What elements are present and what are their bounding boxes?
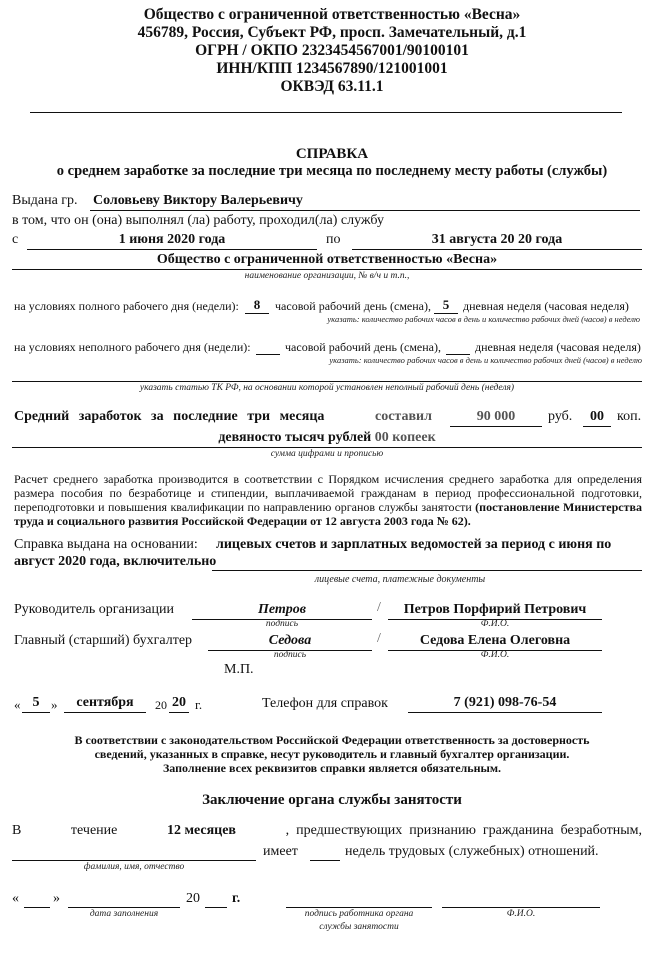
rub-label: руб. (548, 409, 573, 424)
director-fio-caption: Ф.И.О. (480, 619, 510, 629)
full-conditions-caption: указать: количество рабочих часов в день и количество рабочих дней (часов) в неделю (327, 314, 640, 324)
org-ogrn-okpo: ОГРН / ОКПО 2323454567001/90100101 (195, 42, 469, 59)
conclusion-weeks-text: недель трудовых (служебных) отношений. (345, 844, 599, 859)
director-sign-caption: подпись (265, 619, 299, 629)
earnings-words-line (12, 447, 642, 448)
earnings-label: Средний заработок за последние три месяца (14, 409, 325, 424)
legal-note-line-3: Заполнение всех реквизитов справки является обязательным. (162, 761, 502, 775)
conclusion-fio-caption: фамилия, имя, отчество (83, 862, 185, 872)
part-conditions-caption: указать: количество рабочих часов в день и количество рабочих дней (часов) в неделю (329, 355, 642, 365)
to-date-part-b: 20 года (518, 232, 563, 247)
rub-value[interactable]: 90 000 (476, 409, 516, 424)
basis-value-line2[interactable]: август 2020 года, включительно (14, 554, 217, 569)
from-label: с (12, 232, 19, 247)
basis-label: Справка выдана на основании: (14, 537, 198, 552)
conclusion-sign-caption-1: подпись работника органа (304, 909, 414, 919)
issued-name[interactable]: Соловьеву Виктору Валерьевичу (93, 193, 303, 208)
conclusion-date-caption: дата заполнения (89, 909, 159, 919)
kop-value[interactable]: 00 (590, 409, 604, 424)
phone-label: Телефон для справок (262, 696, 388, 711)
accountant-signature[interactable]: Седова (268, 633, 312, 648)
conclusion-sign-caption-2: службы занятости (319, 922, 399, 932)
conclusion-has-label: имеет (263, 844, 298, 859)
basis-caption: лицевые счета, платежные документы (314, 574, 486, 585)
issued-name-line (90, 210, 640, 211)
earnings-words[interactable] (12, 430, 642, 446)
date-year-prefix: 20 (155, 698, 167, 712)
full-days-text: дневная неделя (часовая неделя) (463, 299, 629, 313)
full-time-label: на условиях полного рабочего дня (недели): (14, 299, 239, 313)
conclusion-fio2-line[interactable] (442, 907, 600, 908)
to-date[interactable] (352, 232, 642, 248)
accountant-slash: / (377, 631, 381, 646)
doc-title: СПРАВКА (295, 146, 369, 162)
director-label: Руководитель организации (14, 602, 174, 617)
accountant-label: Главный (старший) бухгалтер (14, 633, 193, 648)
conclusion-month-line[interactable] (68, 907, 180, 908)
earnings-words-rub: девяносто тысяч рублей (218, 430, 372, 445)
date-open-quote: « (14, 697, 21, 712)
article-line[interactable] (12, 381, 642, 382)
conclusion-close-quote: » (53, 891, 60, 906)
conclusion-title: Заключение органа службы занятости (202, 792, 462, 808)
calc-note-text: Расчет среднего заработка производится в соответствии с Порядком исчисления среднего заработка для определения размера пособия по безработице и стипендии, выплачиваемой гражданам в период профессиональной подготовки, переподготовки и повышения квалификации по направлению органов службы занятости (14, 472, 642, 514)
conclusion-fio2-caption: Ф.И.О. (506, 909, 536, 919)
accountant-name[interactable]: Седова Елена Олеговна (419, 633, 571, 648)
calc-note-regulation: (постановление Министерства труда и социального развития Российской Федерации от 12 августа 2003 года № 62). (14, 500, 643, 528)
org-okved: ОКВЭД 63.11.1 (280, 78, 384, 95)
basis-line (212, 570, 642, 571)
date-month-line (64, 712, 146, 713)
date-close-quote: » (51, 697, 58, 712)
full-days-value[interactable]: 5 (442, 297, 450, 312)
date-day[interactable]: 5 (32, 695, 40, 710)
legal-note-line-2: сведений, указанных в справке, несут руководитель и главный бухгалтер организации. (94, 747, 570, 761)
kop-label: коп. (617, 409, 642, 424)
header-divider (30, 112, 622, 113)
conclusion-year-label: г. (232, 891, 241, 906)
conclusion-line-1 (12, 823, 642, 839)
organization-caption: наименование организации, № в/ч и т.п., (244, 271, 410, 281)
date-year-label: г. (195, 697, 203, 712)
from-date[interactable]: 1 июня 2020 года (118, 232, 226, 247)
rub-line (450, 426, 542, 427)
stamp-place: М.П. (224, 662, 254, 677)
conclusion-year-prefix: 20 (186, 891, 200, 906)
org-inn-kpp: ИНН/КПП 1234567890/121001001 (216, 60, 448, 77)
full-hours-value[interactable]: 8 (253, 297, 261, 312)
earnings-words-caption: сумма цифрами и прописью (270, 449, 384, 459)
part-days-text: дневная неделя (часовая неделя) (475, 340, 641, 354)
org-address: 456789, Россия, Субъект РФ, просп. Замечательный, д.1 (137, 24, 527, 41)
organization-value[interactable]: Общество с ограниченной ответственностью «Весна» (156, 252, 498, 267)
conclusion-word-rest: , предшествующих признанию гражданина безработным, (285, 823, 642, 838)
doc-subtitle: о среднем заработке за последние три месяца по последнему месту работы (службы) (56, 163, 608, 179)
organization-line (12, 269, 642, 270)
accountant-sign-caption: подпись (273, 650, 307, 660)
kop-line (583, 426, 611, 427)
conclusion-months: 12 месяцев (166, 823, 236, 838)
accountant-fio-caption: Ф.И.О. (480, 650, 510, 660)
full-hours-line (245, 313, 269, 314)
date-year-line (169, 712, 189, 713)
basis-value-line1[interactable]: лицевых счетов и зарплатных ведомостей за период с июня по (216, 537, 612, 552)
director-signature[interactable]: Петров (257, 602, 307, 617)
earnings-label-tail: составил (375, 409, 432, 424)
conclusion-open-quote: « (12, 891, 19, 906)
date-month[interactable]: сентября (76, 695, 134, 710)
director-name[interactable]: Петров Порфирий Петрович (403, 602, 587, 617)
conclusion-year-line[interactable] (205, 907, 227, 908)
date-year-suffix[interactable]: 20 (172, 695, 186, 710)
date-day-line (22, 712, 50, 713)
conclusion-word-during: течение (70, 823, 118, 838)
conclusion-fio-line[interactable] (12, 860, 256, 861)
to-date-part-a: 31 августа 20 (431, 232, 515, 247)
to-date-line (352, 249, 642, 250)
phone-line (408, 712, 602, 713)
phone-value[interactable]: 7 (921) 098-76-54 (453, 695, 557, 710)
conclusion-sign-line[interactable] (286, 907, 432, 908)
legal-note-line-1: В соответствии с законодательством Российской Федерации ответственность за достоверность (74, 733, 590, 747)
conclusion-word-v: В (12, 823, 22, 838)
director-slash: / (377, 600, 381, 615)
conclusion-weeks-line[interactable] (310, 860, 340, 861)
conclusion-day-line[interactable] (24, 907, 50, 908)
calc-note (14, 472, 642, 528)
from-date-line (27, 249, 317, 250)
earnings-words-kop: 00 копеек (374, 430, 436, 445)
article-caption: указать статью ТК РФ, на основании которой установлен неполный рабочий день (неделя) (139, 383, 515, 393)
part-hours-text: часовой рабочий день (смена), (285, 340, 442, 354)
work-text: в том, что он (она) выполнял (ла) работу, проходил(ла) службу (12, 213, 384, 228)
part-hours-line (256, 354, 280, 355)
part-time-label: на условиях неполного рабочего дня (недели): (14, 340, 251, 354)
issued-label: Выдана гр. (12, 193, 78, 208)
full-hours-text: часовой рабочий день (смена), (275, 299, 432, 313)
org-name: Общество с ограниченной ответственностью «Весна» (143, 6, 521, 23)
to-label: по (326, 232, 341, 247)
